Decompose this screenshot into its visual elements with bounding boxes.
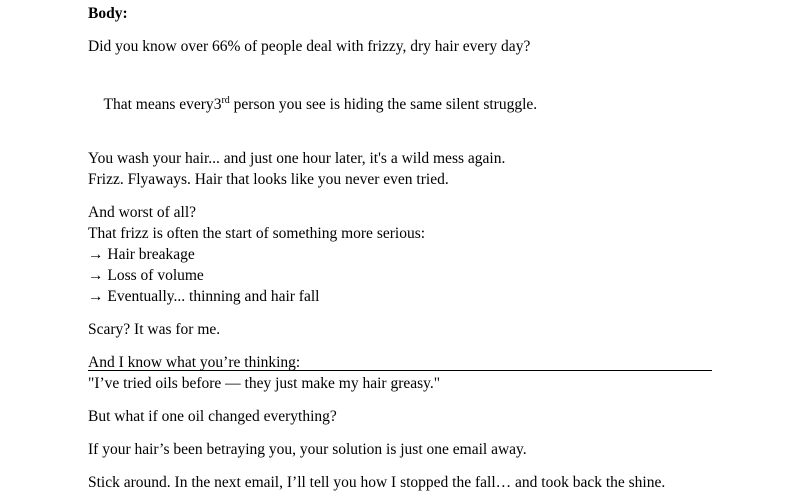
ordinal-number: 3 (213, 96, 222, 114)
worst-bullet-volume: → Loss of volume (88, 267, 204, 285)
ordinal-suffix: rd (221, 95, 230, 106)
wash-line-1: You wash your hair... and just one hour later, it's a wild mess again. (88, 150, 506, 168)
paragraph-wash-hair (88, 148, 712, 190)
paragraph-objection (88, 352, 712, 394)
objection-line-2: "I’ve tried oils before — they just make my hair greasy." (88, 375, 441, 393)
horizontal-rule (88, 370, 712, 371)
worst-bullet-breakage: → Hair breakage (88, 246, 195, 264)
paragraph-what-if: But what if one oil changed everything? (88, 408, 337, 426)
paragraph-solution: If your hair’s been betraying you, your solution is just one email away. (88, 441, 527, 459)
paragraph-worst-of-all (88, 202, 712, 307)
wash-line-2: Frizz. Flyaways. Hair that looks like you never even tried. (88, 171, 449, 189)
body-heading: Body: (88, 5, 128, 22)
ordinal-text-before: That means every (103, 96, 214, 114)
paragraph-ordinal (88, 69, 712, 136)
objection-line-1: And I know what you’re thinking: (88, 354, 301, 372)
worst-line-2: That frizz is often the start of something more serious: (88, 225, 426, 243)
paragraph-statistic: Did you know over 66% of people deal with frizzy, dry hair every day? (88, 38, 531, 55)
paragraph-closing: Stick around. In the next email, I’ll tell you how I stopped the fall… and took back the shine. (88, 474, 666, 492)
worst-bullet-thinning: → Eventually... thinning and hair fall (88, 288, 320, 306)
worst-line-1: And worst of all? (88, 204, 197, 222)
paragraph-scary: Scary? It was for me. (88, 321, 221, 339)
ordinal-text-after: person you see is hiding the same silent struggle. (229, 96, 538, 114)
